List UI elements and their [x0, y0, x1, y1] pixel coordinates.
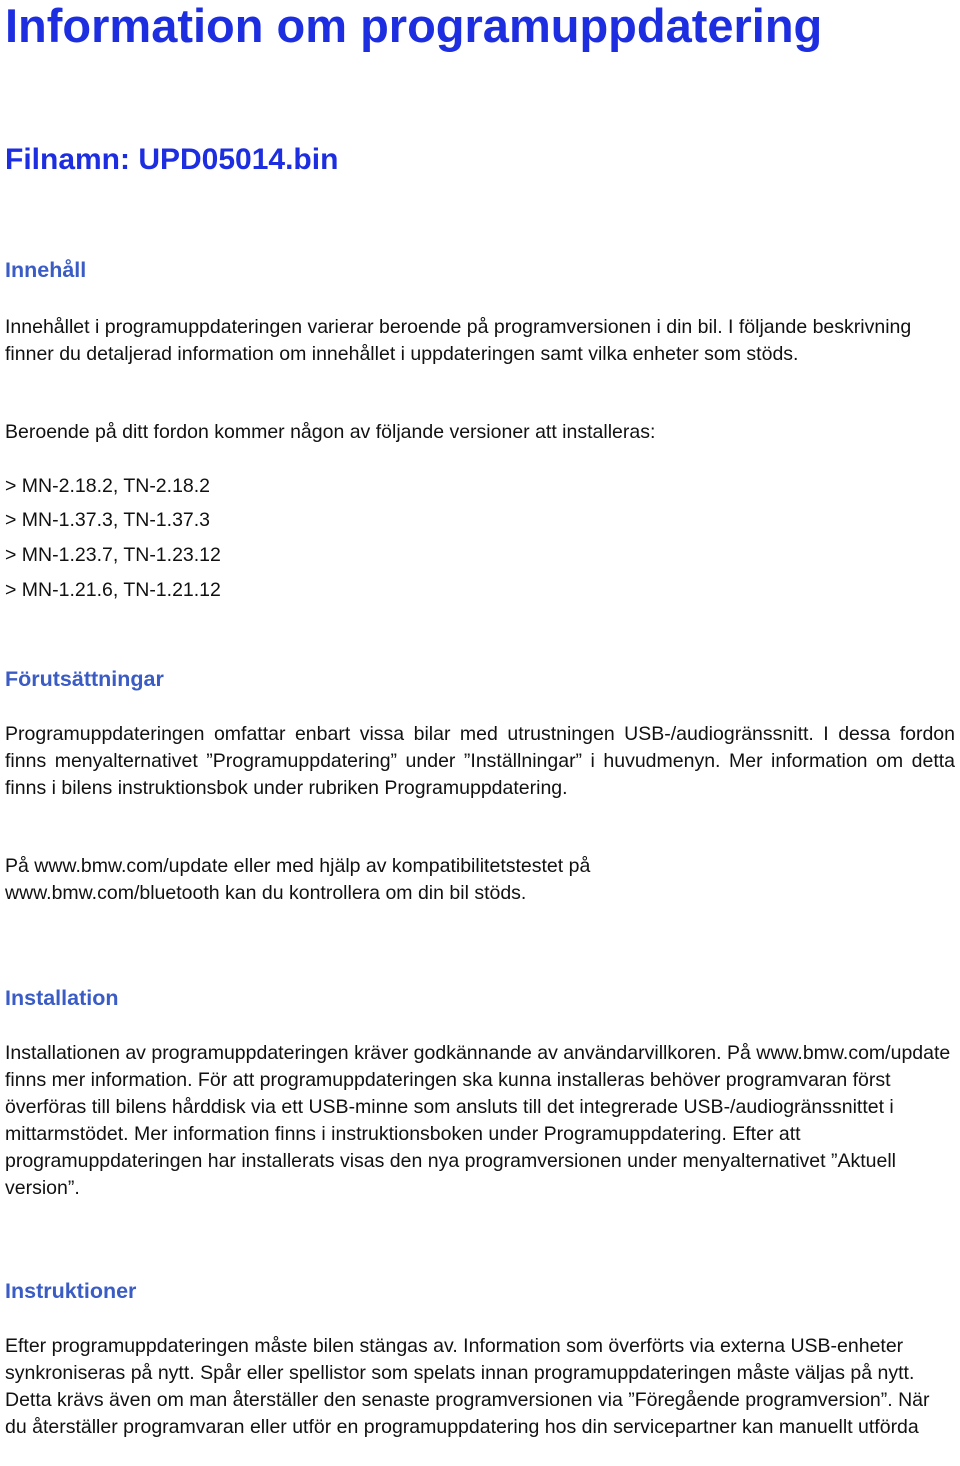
innehall-paragraph-2: Beroende på ditt fordon kommer någon av följande versioner att installeras: — [5, 421, 656, 443]
section-heading-instruktioner: Instruktioner — [5, 1279, 137, 1303]
version-item: > MN-1.21.6, TN-1.21.12 — [5, 579, 221, 601]
section-heading-forutsattningar: Förutsättningar — [5, 667, 164, 691]
section-heading-innehall: Innehåll — [5, 258, 87, 282]
instruktioner-paragraph-1: Efter programuppdateringen måste bilen stängas av. Information som överförts via externa USB-enheter synkroniseras på nytt. Spår eller spellistor som spelats innan programuppdateringen måste väljas på nytt. Detta krävs även om man återställer den senaste programversionen via ”Föregående programversion”. När du återställer programvaran eller utför en programuppdatering hos din servicepartner kan manuellt utförda — [5, 1335, 930, 1438]
innehall-paragraph-1: Innehållet i programuppdateringen varierar beroende på programversionen i din bil. I följande beskrivning finner du detaljerad information om innehållet i uppdateringen samt vilka enheter som stöds. — [5, 316, 912, 365]
document-title: Information om programuppdatering — [5, 0, 823, 52]
version-item: > MN-1.37.3, TN-1.37.3 — [5, 509, 211, 531]
filename-heading: Filnamn: UPD05014.bin — [5, 143, 339, 176]
version-item: > MN-1.23.7, TN-1.23.12 — [5, 544, 221, 566]
forutsattningar-paragraph-1: Programuppdateringen omfattar enbart vissa bilar med utrustningen USB-/audiogränssnitt. I dessa fordon finns menyalternativet ”Programuppdatering” under ”Inställningar” i huvudmenyn. Mer information om detta finns i bilens instruktionsbok under rubriken Programuppdatering. — [5, 723, 955, 799]
installation-paragraph-1: Installationen av programuppdateringen kräver godkännande av användarvillkoren. På www.bmw.com/update finns mer information. För att programuppdateringen ska kunna installeras behöver programvaran först överföras till bilens hårddisk via ett USB-minne som ansluts till det integrerade USB-/audiogränssnittet i mittarmstödet. Mer information finns i instruktionsboken under Programuppdatering. Efter att programuppdateringen har installerats visas den nya programversionen under menyalternativet ”Aktuell version”. — [5, 1042, 951, 1199]
version-item: > MN-2.18.2, TN-2.18.2 — [5, 475, 211, 497]
forutsattningar-paragraph-2: På www.bmw.com/update eller med hjälp av kompatibilitetstestet på www.bmw.com/bluetooth kan du kontrollera om din bil stöds. — [5, 855, 591, 904]
section-heading-installation: Installation — [5, 986, 119, 1010]
